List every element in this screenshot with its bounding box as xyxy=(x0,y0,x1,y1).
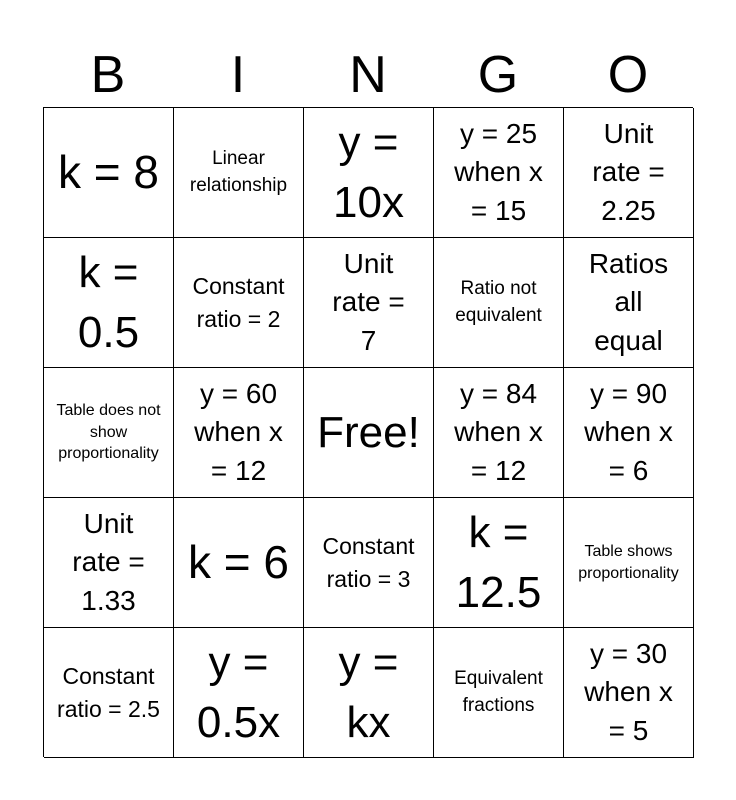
bingo-cell[interactable] xyxy=(44,238,174,368)
cell-text: y = 84 when x = 12 xyxy=(454,377,543,486)
cell-text: y = 0.5x xyxy=(196,638,281,747)
header-letter-g: G xyxy=(477,46,519,104)
bingo-cell[interactable] xyxy=(434,238,564,368)
bingo-cell[interactable] xyxy=(304,368,434,498)
cell-text: Unit rate = 7 xyxy=(332,247,405,356)
bingo-cell[interactable] xyxy=(304,238,434,368)
bingo-cell[interactable] xyxy=(174,238,304,368)
bingo-cell[interactable] xyxy=(434,628,564,758)
bingo-cell[interactable] xyxy=(564,238,694,368)
bingo-cell[interactable] xyxy=(44,368,174,498)
cell-text: k = 6 xyxy=(187,535,289,588)
header-letter-o: O xyxy=(607,46,649,104)
cell-text: y = kx xyxy=(338,638,399,747)
cell-text: Constant ratio = 3 xyxy=(322,532,415,592)
bingo-cell[interactable] xyxy=(434,498,564,628)
cell-text: Linear relationship xyxy=(189,147,288,196)
cell-text: k = 12.5 xyxy=(455,508,542,617)
cell-text: k = 0.5 xyxy=(77,248,140,357)
bingo-cell[interactable] xyxy=(434,368,564,498)
free-space-label: Free! xyxy=(317,407,420,457)
bingo-cell[interactable] xyxy=(44,108,174,238)
bingo-cell[interactable] xyxy=(434,108,564,238)
cell-text: y = 90 when x = 6 xyxy=(584,377,673,486)
cell-text: y = 25 when x = 15 xyxy=(454,117,543,226)
cell-text: y = 10x xyxy=(333,118,404,227)
cell-text: Equivalent fractions xyxy=(454,667,543,716)
bingo-cell[interactable] xyxy=(174,628,304,758)
bingo-header xyxy=(43,44,693,106)
bingo-cell[interactable] xyxy=(174,108,304,238)
cell-text: y = 60 when x = 12 xyxy=(194,377,283,486)
header-letter-n: N xyxy=(349,46,387,104)
cell-text: Ratios all equal xyxy=(588,247,669,356)
bingo-cell[interactable] xyxy=(44,628,174,758)
bingo-cell[interactable] xyxy=(304,628,434,758)
bingo-cell[interactable] xyxy=(174,368,304,498)
cell-text: k = 8 xyxy=(57,145,159,198)
bingo-cell[interactable] xyxy=(304,498,434,628)
bingo-cell[interactable] xyxy=(564,498,694,628)
cell-text: Ratio not equivalent xyxy=(455,277,542,326)
bingo-cell[interactable] xyxy=(564,628,694,758)
bingo-cell[interactable] xyxy=(304,108,434,238)
cell-text: Constant ratio = 2.5 xyxy=(57,662,160,722)
bingo-cell[interactable] xyxy=(564,108,694,238)
cell-text: Table shows proportionality xyxy=(578,542,679,582)
cell-text: y = 30 when x = 5 xyxy=(584,637,673,746)
bingo-cell[interactable] xyxy=(44,498,174,628)
cell-text: Unit rate = 2.25 xyxy=(592,117,665,226)
header-letter-i: I xyxy=(230,46,246,104)
bingo-cell[interactable] xyxy=(174,498,304,628)
bingo-board xyxy=(43,107,693,757)
cell-text: Table does not show proportionality xyxy=(56,402,161,463)
bingo-cell[interactable] xyxy=(564,368,694,498)
cell-text: Unit rate = 1.33 xyxy=(72,507,145,616)
header-letter-b: B xyxy=(90,46,126,104)
cell-text: Constant ratio = 2 xyxy=(192,272,285,332)
